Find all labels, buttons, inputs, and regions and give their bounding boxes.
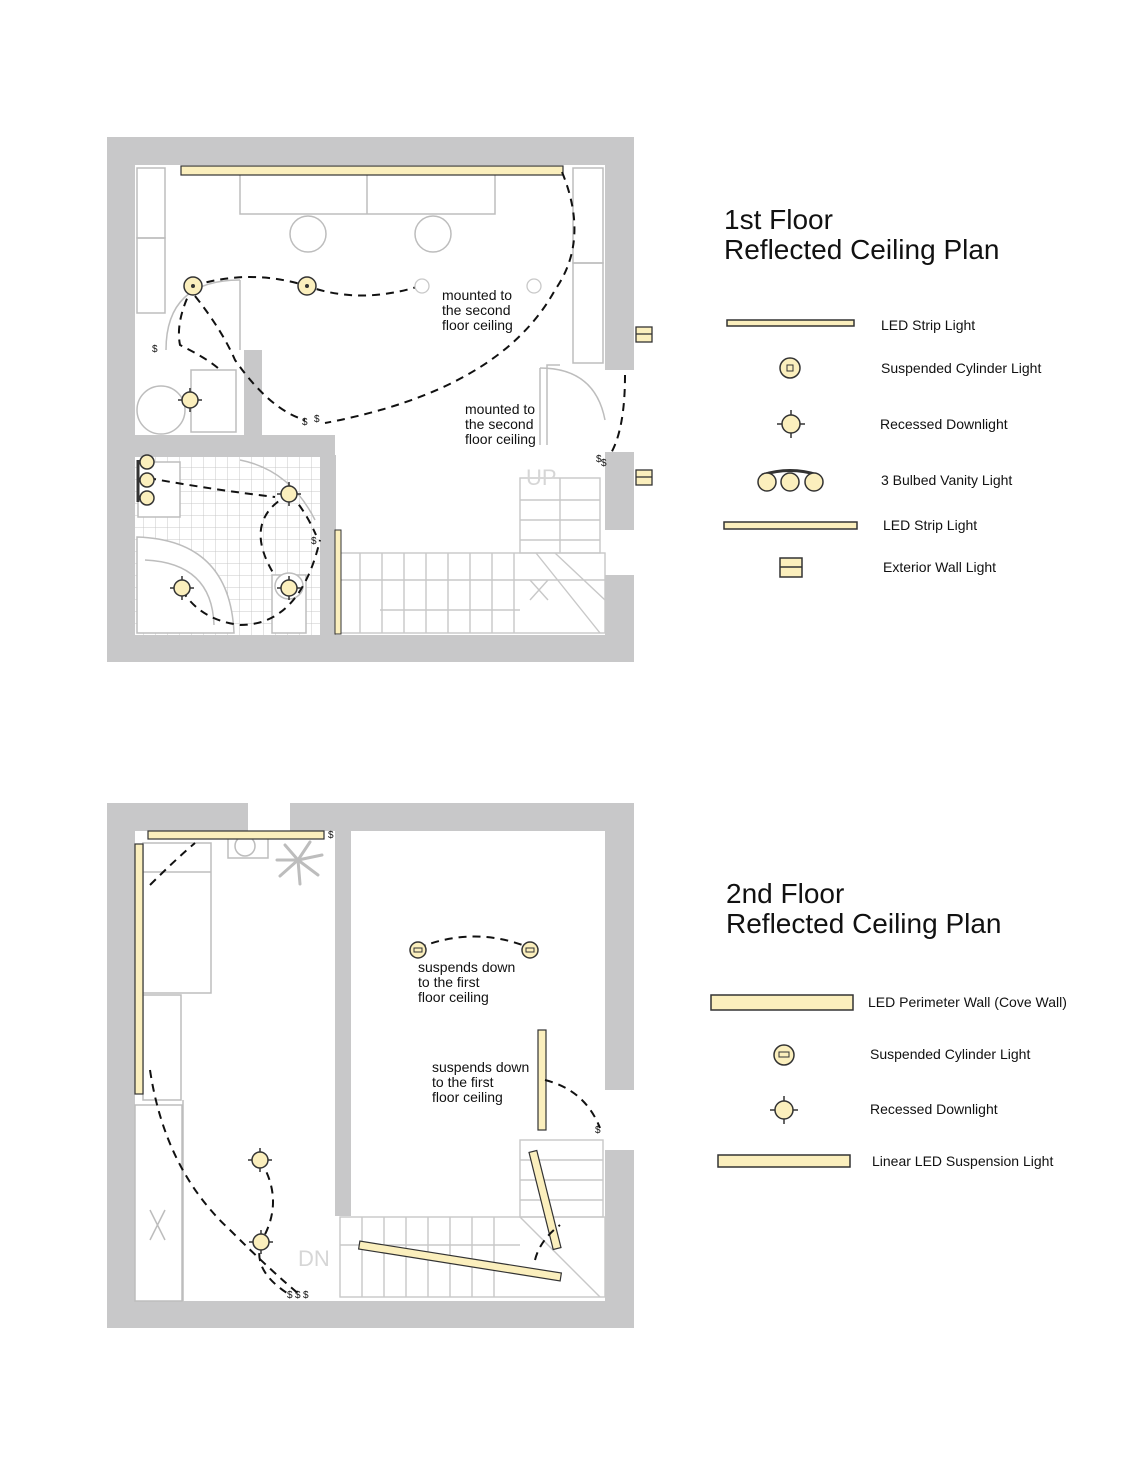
svg-text:suspends down: suspends down — [418, 959, 516, 975]
legend-2-symbols — [711, 995, 853, 1167]
floor2-title-line1: 2nd Floor — [726, 878, 845, 909]
legend-label-suspended-cylinder: Suspended Cylinder Light — [881, 360, 1042, 376]
legend-recessed-downlight-symbol — [777, 410, 805, 438]
floor2-title — [726, 879, 1002, 939]
legend-recessed-downlight-symbol — [770, 1096, 798, 1124]
floor1-title — [724, 205, 1000, 265]
svg-text:$: $ — [328, 830, 334, 841]
vanity-light — [138, 455, 154, 505]
note-suspends-a — [418, 959, 515, 1005]
suspended-cylinder-light — [298, 277, 316, 295]
note-suspends-b — [432, 1059, 529, 1105]
interior-wall — [335, 831, 351, 1216]
exterior-wall-light — [636, 327, 652, 342]
legend-label-led-strip-thin: LED Strip Light — [881, 317, 976, 333]
legend-1-symbols — [724, 320, 857, 577]
svg-text:floor ceiling: floor ceiling — [442, 317, 513, 333]
svg-text:to the first: to the first — [432, 1074, 494, 1090]
legend-label-vanity: 3 Bulbed Vanity Light — [881, 472, 1013, 488]
svg-text:the second: the second — [465, 416, 534, 432]
exterior-wall-light — [636, 470, 652, 485]
svg-text:$: $ — [596, 454, 602, 465]
legend-exterior-wall-light-symbol — [780, 558, 802, 577]
legend-led-strip-symbol — [724, 522, 857, 529]
legend-vanity-symbol — [758, 471, 823, 492]
floor1-title-line1: 1st Floor — [724, 204, 833, 235]
stair-down — [340, 1140, 605, 1297]
svg-text:mounted to: mounted to — [442, 287, 513, 303]
note-mounted-b — [465, 401, 536, 447]
svg-text:$: $ — [303, 1290, 309, 1301]
legend-label-led-perimeter: LED Perimeter Wall (Cove Wall) — [868, 994, 1067, 1010]
floor1-title-line2: Reflected Ceiling Plan — [724, 234, 1000, 265]
stair-up-label: UP — [526, 465, 557, 490]
floor2-title-line2: Reflected Ceiling Plan — [726, 908, 1002, 939]
led-perimeter-light — [148, 831, 324, 839]
led-strip-light — [181, 166, 563, 175]
legend-suspended-cylinder-symbol — [780, 358, 800, 378]
svg-text:to the first: to the first — [418, 974, 480, 990]
legend-linear-suspension-symbol — [718, 1155, 850, 1167]
floor1-plan — [107, 137, 652, 662]
plant-icon — [277, 842, 322, 884]
circuit-lines — [150, 843, 600, 1295]
svg-text:floor ceiling: floor ceiling — [465, 431, 536, 447]
suspended-cylinder-light — [522, 942, 538, 958]
window-opening — [248, 803, 290, 831]
svg-text:$: $ — [287, 1290, 293, 1301]
stair-down-label: DN — [298, 1246, 330, 1271]
window-opening — [605, 530, 634, 575]
svg-text:mounted to: mounted to — [465, 401, 536, 417]
svg-text:$: $ — [311, 536, 317, 547]
interior-wall — [135, 435, 335, 457]
recessed-downlight — [248, 1148, 272, 1172]
legend-label-led-strip: LED Strip Light — [883, 517, 978, 533]
floor2-plan — [107, 803, 634, 1328]
legend-suspended-cylinder-symbol — [774, 1045, 794, 1065]
led-strip-light — [335, 530, 341, 634]
door-opening — [605, 1090, 634, 1150]
svg-text:$: $ — [595, 1125, 601, 1136]
stair-up — [340, 478, 605, 633]
interior-wall — [244, 350, 262, 440]
legend-led-perimeter-symbol — [711, 995, 853, 1010]
svg-text:floor ceiling: floor ceiling — [432, 1089, 503, 1105]
suspended-cylinder-light — [184, 277, 202, 295]
svg-text:the second: the second — [442, 302, 511, 318]
svg-text:$: $ — [314, 414, 320, 425]
legend-label-recessed-downlight-2: Recessed Downlight — [870, 1101, 998, 1117]
linear-suspension-light — [359, 1241, 562, 1281]
legend-label-suspended-cylinder-2: Suspended Cylinder Light — [870, 1046, 1031, 1062]
legend-label-linear-suspension: Linear LED Suspension Light — [872, 1153, 1054, 1169]
recessed-downlight — [249, 1230, 273, 1254]
svg-text:$: $ — [302, 417, 308, 428]
led-perimeter-light — [135, 844, 143, 1094]
legend-led-strip-thin-symbol — [727, 320, 854, 326]
svg-text:$: $ — [295, 1290, 301, 1301]
interior-wall — [320, 455, 336, 635]
legend-label-recessed-downlight: Recessed Downlight — [880, 416, 1008, 432]
recessed-downlight — [178, 388, 202, 412]
linear-suspension-light — [538, 1030, 546, 1130]
suspended-cylinder-light — [410, 942, 426, 958]
svg-text:floor ceiling: floor ceiling — [418, 989, 489, 1005]
bedroom-furniture — [135, 833, 268, 1301]
door-opening — [605, 370, 634, 452]
svg-text:$: $ — [152, 344, 158, 355]
legend-label-exterior-wall-light: Exterior Wall Light — [883, 559, 997, 575]
svg-text:suspends down: suspends down — [432, 1059, 530, 1075]
svg-text:$: $ — [601, 458, 607, 469]
note-mounted-a — [442, 287, 513, 333]
